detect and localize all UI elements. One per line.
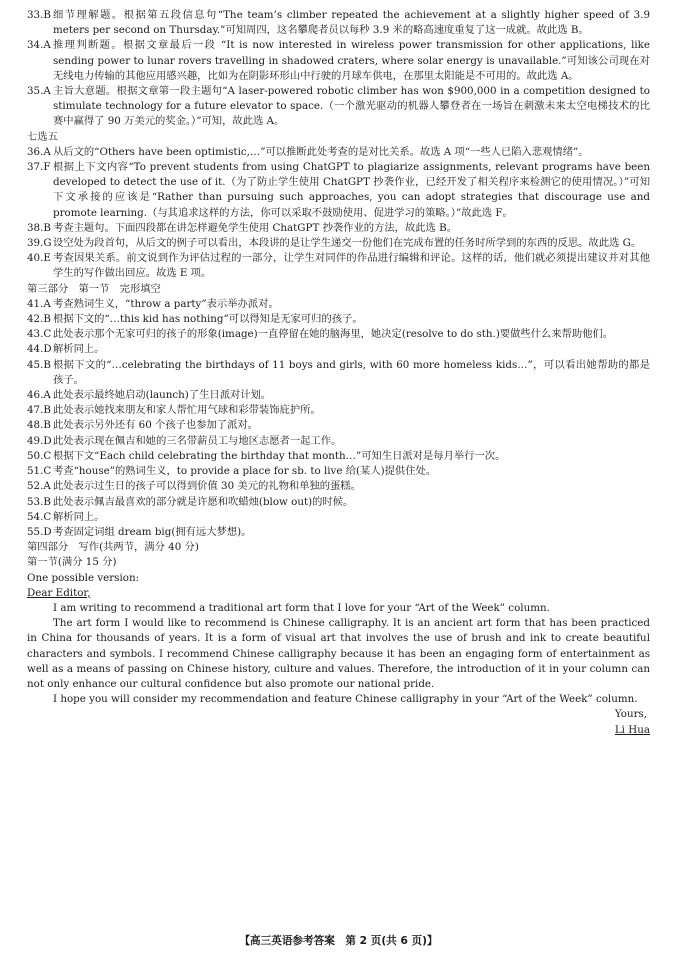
answer-explanation: 考查固定词组 dream big(拥有远大梦想)。 (53, 525, 252, 538)
cloze-answers (27, 297, 650, 540)
answer-number: 36.A (27, 145, 51, 158)
answer-explanation: 考查“house”的熟词生义，to provide a place for sb. to live 给(某人)提供住处。 (53, 465, 437, 478)
answer-number: 42.B (27, 313, 51, 326)
answer-item-55 (27, 525, 650, 540)
answer-item-53 (27, 495, 650, 510)
answer-number: 46.A (27, 389, 51, 402)
answer-item-48 (27, 418, 650, 433)
answer-number: 35.A (27, 85, 51, 98)
answer-number: 34.A (27, 39, 51, 52)
answer-explanation: 主旨大意题。根据文章第一段主题句“A laser-powered robotic climber has won $900,000 in a competition designed to stimulate technology for a future elevator to space.（一个激光驱动的机器人攀登者在一场旨在刺激未来太空电梯技术的比赛中赢得了 90 万美元的奖金。）”可知，故此选 A。 (53, 85, 650, 128)
answer-item-39 (27, 236, 650, 251)
page-footer: 【高三英语参考答案 第 2 页(共 6 页)】 (239, 935, 438, 947)
essay-paragraph-1: I am writing to recommend a traditional art form that I love for your “Art of the Week” column. (53, 601, 550, 614)
answer-explanation: 根据上下文内容“To prevent students from using ChatGPT to plagiarize assignments, relevant programs have been developed to detect the use of it.（为了防止学生使用 ChatGPT 抄袭作业，已经开发了相关程序来检测它的使用情况。）”可知下文承接的应该是“Rather than pursuing such approaches, you can adopt strategies that discourage use and promote learning.（与其追求这样的方法，你可以采取不鼓励使用、促进学习的策略。）”故此选 F。 (53, 161, 650, 219)
answer-number: 40.E (27, 252, 51, 265)
section-heading-part4: 第四部分 写作(共两节，满分 40 分) (27, 541, 199, 554)
answer-number: 49.D (27, 434, 52, 447)
section-heading-part3: 第三部分 第一节 完形填空 (27, 282, 161, 295)
answer-explanation: 考查主题句。下面四段都在讲怎样避免学生使用 ChatGPT 抄袭作业的方法，故此选 B。 (53, 221, 457, 234)
answer-item-50 (27, 449, 650, 464)
answer-item-37 (27, 160, 650, 221)
answer-explanation: 此处表示那个无家可归的孩子的形象(image)一直停留在她的脑海里，她决定(resolve to do sth.)要做些什么来帮助他们。 (53, 328, 614, 341)
sample-essay (27, 571, 650, 738)
answer-item-45 (27, 358, 650, 388)
answer-item-49 (27, 434, 650, 449)
essay-version-label: One possible version: (27, 571, 140, 584)
answer-number: 41.A (27, 297, 51, 310)
answer-explanation: 考查熟词生义，“throw a party”表示举办派对。 (53, 297, 279, 310)
answer-explanation: 考查因果关系。前文说到作为评估过程的一部分，让学生对同伴的作品进行编辑和评论。这样的话，他们就必须提出建议并对其他学生的写作做出回应。故选 E 项。 (53, 252, 650, 280)
essay-signature-block (27, 707, 650, 737)
answer-item-38 (27, 221, 650, 236)
section-heading-qixuanwu: 七选五 (27, 130, 58, 143)
answer-item-33 (27, 8, 650, 38)
answer-number: 52.A (27, 480, 51, 493)
answer-item-43 (27, 327, 650, 342)
answer-explanation: 根据下文的“…celebrating the birthdays of 11 boys and girls, with 60 more homeless kids…”，可以看出她帮助的都是孩子。 (53, 358, 650, 386)
answer-number: 38.B (27, 221, 51, 234)
answer-number: 43.C (27, 328, 52, 341)
answer-number: 54.C (27, 510, 52, 523)
answer-number: 39.G (27, 237, 52, 250)
answer-item-51 (27, 464, 650, 479)
answer-item-52 (27, 479, 650, 494)
answer-number: 48.B (27, 419, 51, 432)
answer-item-41 (27, 297, 650, 312)
answer-item-34 (27, 38, 650, 84)
essay-greeting: Dear Editor, (27, 586, 91, 599)
answer-number: 50.C (27, 449, 52, 462)
answer-explanation: 此处表示最终她启动(launch)了生日派对计划。 (53, 389, 272, 402)
answer-explanation: 设空处为段首句，从后文的例子可以看出，本段讲的是让学生递交一份他们在完成布置的任务时所学到的东西的反思。故此选 G。 (53, 237, 642, 250)
answer-item-54 (27, 510, 650, 525)
answer-number: 53.B (27, 495, 51, 508)
answer-number: 45.B (27, 358, 51, 371)
answer-explanation: 此处表示佩吉最喜欢的部分就是许愿和吹蜡烛(blow out)的时候。 (53, 495, 354, 508)
answer-number: 33.B (27, 9, 51, 21)
section-heading-writing-1: 第一节(满分 15 分) (27, 556, 117, 569)
essay-paragraph-2: The art form I would like to recommend is Chinese calligraphy. It is an ancient art form that has been practiced in China for thousands of years. It is a form of visual art that involves the use of brush and ink to create beautiful characters and symbols. I recommend Chinese calligraphy because it has been an engaging form of entertainment as well as a means of passing on Chinese history, culture and values. Therefore, the introduction of it in your column can not only enhance our cultural confidence but also promote our national pride. (27, 617, 650, 690)
essay-closing: Yours, (614, 708, 648, 721)
answer-number: 51.C (27, 465, 52, 478)
answer-number: 55.D (27, 525, 52, 538)
answer-explanation: 根据下文的“…this kid has nothing”可以得知是无家可归的孩子。 (53, 313, 363, 326)
answer-item-40 (27, 251, 650, 281)
answer-explanation: 解析同上。 (53, 510, 105, 523)
answer-explanation: 此处表示她找来朋友和家人帮忙用气球和彩带装饰庇护所。 (53, 404, 321, 417)
answer-number: 37.F (27, 161, 51, 174)
answer-item-44 (27, 342, 650, 357)
answer-item-35 (27, 84, 650, 130)
reading-answers (27, 8, 650, 130)
answer-explanation: 推理判断题。根据文章最后一段 “It is now interested in wireless power transmission for other applications, like sending power to lunar rovers travelling in shadowed craters, where solar energy is unavailable.”可知该公司现在对无线电力传输的其他应用感兴趣，比如为在阴影环形山中行驶的月球车供电，在那里太阳能是不可用的。故此选 A。 (53, 39, 650, 82)
answer-explanation: 根据下文“Each child celebrating the birthday that month…”可知生日派对是每月举行一次。 (53, 449, 506, 462)
answer-number: 44.D (27, 343, 52, 356)
essay-signature: Li Hua (614, 723, 650, 736)
answer-explanation: 细节理解题。根据第五段信息句“The team’s climber repeated the achievement at a slightly higher speed of 3.9 meters per second on Thursday.”可知周四，这名攀爬者员以每秒 3.9 米的略高速度重复了这一成就。故此选 B。 (53, 9, 650, 37)
answer-item-47 (27, 403, 650, 418)
essay-paragraph-3: I hope you will consider my recommendation and feature Chinese calligraphy in your “Art of the Week” column. (53, 693, 638, 706)
answer-explanation: 此处表示过生日的孩子可以得到价值 30 美元的礼物和单独的蛋糕。 (53, 480, 361, 493)
answer-item-46 (27, 388, 650, 403)
answer-explanation: 此处表示另外还有 60 个孩子也参加了派对。 (53, 419, 258, 432)
answer-explanation: 从后文的“Others have been optimistic,…”可以推断此处考查的是对比关系。故选 A 项“一些人已陷入悲观情绪”。 (53, 145, 589, 158)
answer-number: 47.B (27, 404, 51, 417)
answer-explanation: 解析同上。 (53, 343, 105, 356)
answer-explanation: 此处表示现在佩吉和她的三名带薪员工与地区志愿者一起工作。 (53, 434, 342, 447)
answer-item-36 (27, 145, 650, 160)
seven-choose-five-answers (27, 145, 650, 282)
answer-item-42 (27, 312, 650, 327)
